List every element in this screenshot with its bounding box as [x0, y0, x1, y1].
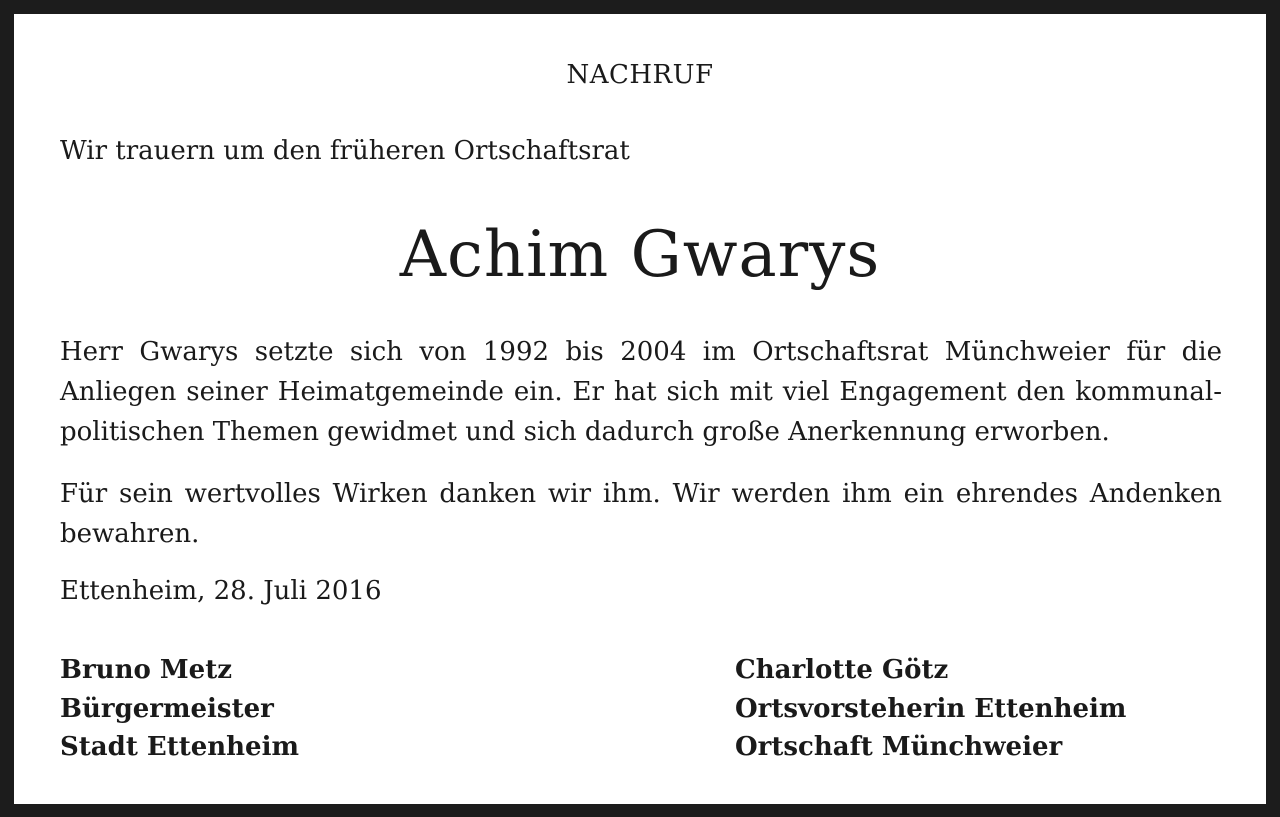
signatory-organization: Ortschaft Münchweier	[735, 732, 1063, 762]
signatory-title: Ortsvorsteherin Ettenheim	[735, 693, 1127, 724]
thanks-paragraph: Für sein wertvolles Wirken danken wir ihm. Wir werden ihm ein ehrendes Andenken bewahren.	[60, 479, 1222, 549]
obituary-notice	[14, 14, 1266, 804]
signatory-right	[735, 651, 1126, 767]
signatory-title: Bürgermeister	[60, 693, 274, 724]
intro-line: Wir trauern um den früheren Ortschaftsrat	[60, 136, 630, 166]
tribute-paragraph: Herr Gwarys setzte sich von 1992 bis 2004 im Ortschaftsrat Münchweier für die Anliegen seiner Heimatgemeinde ein. Er hat sich mit viel Engagement den kommunal-politischen Themen gewidmet und sich dadurch große Anerkennung erworben.	[60, 337, 1222, 447]
deceased-name: Achim Gwarys	[399, 218, 881, 292]
notice-heading: NACHRUF	[566, 60, 714, 90]
signatory-name: Charlotte Götz	[735, 655, 949, 685]
signatory-organization: Stadt Ettenheim	[60, 732, 299, 762]
place-and-date: Ettenheim, 28. Juli 2016	[60, 576, 382, 606]
signatory-name: Bruno Metz	[60, 655, 232, 685]
signatory-left	[60, 651, 299, 767]
